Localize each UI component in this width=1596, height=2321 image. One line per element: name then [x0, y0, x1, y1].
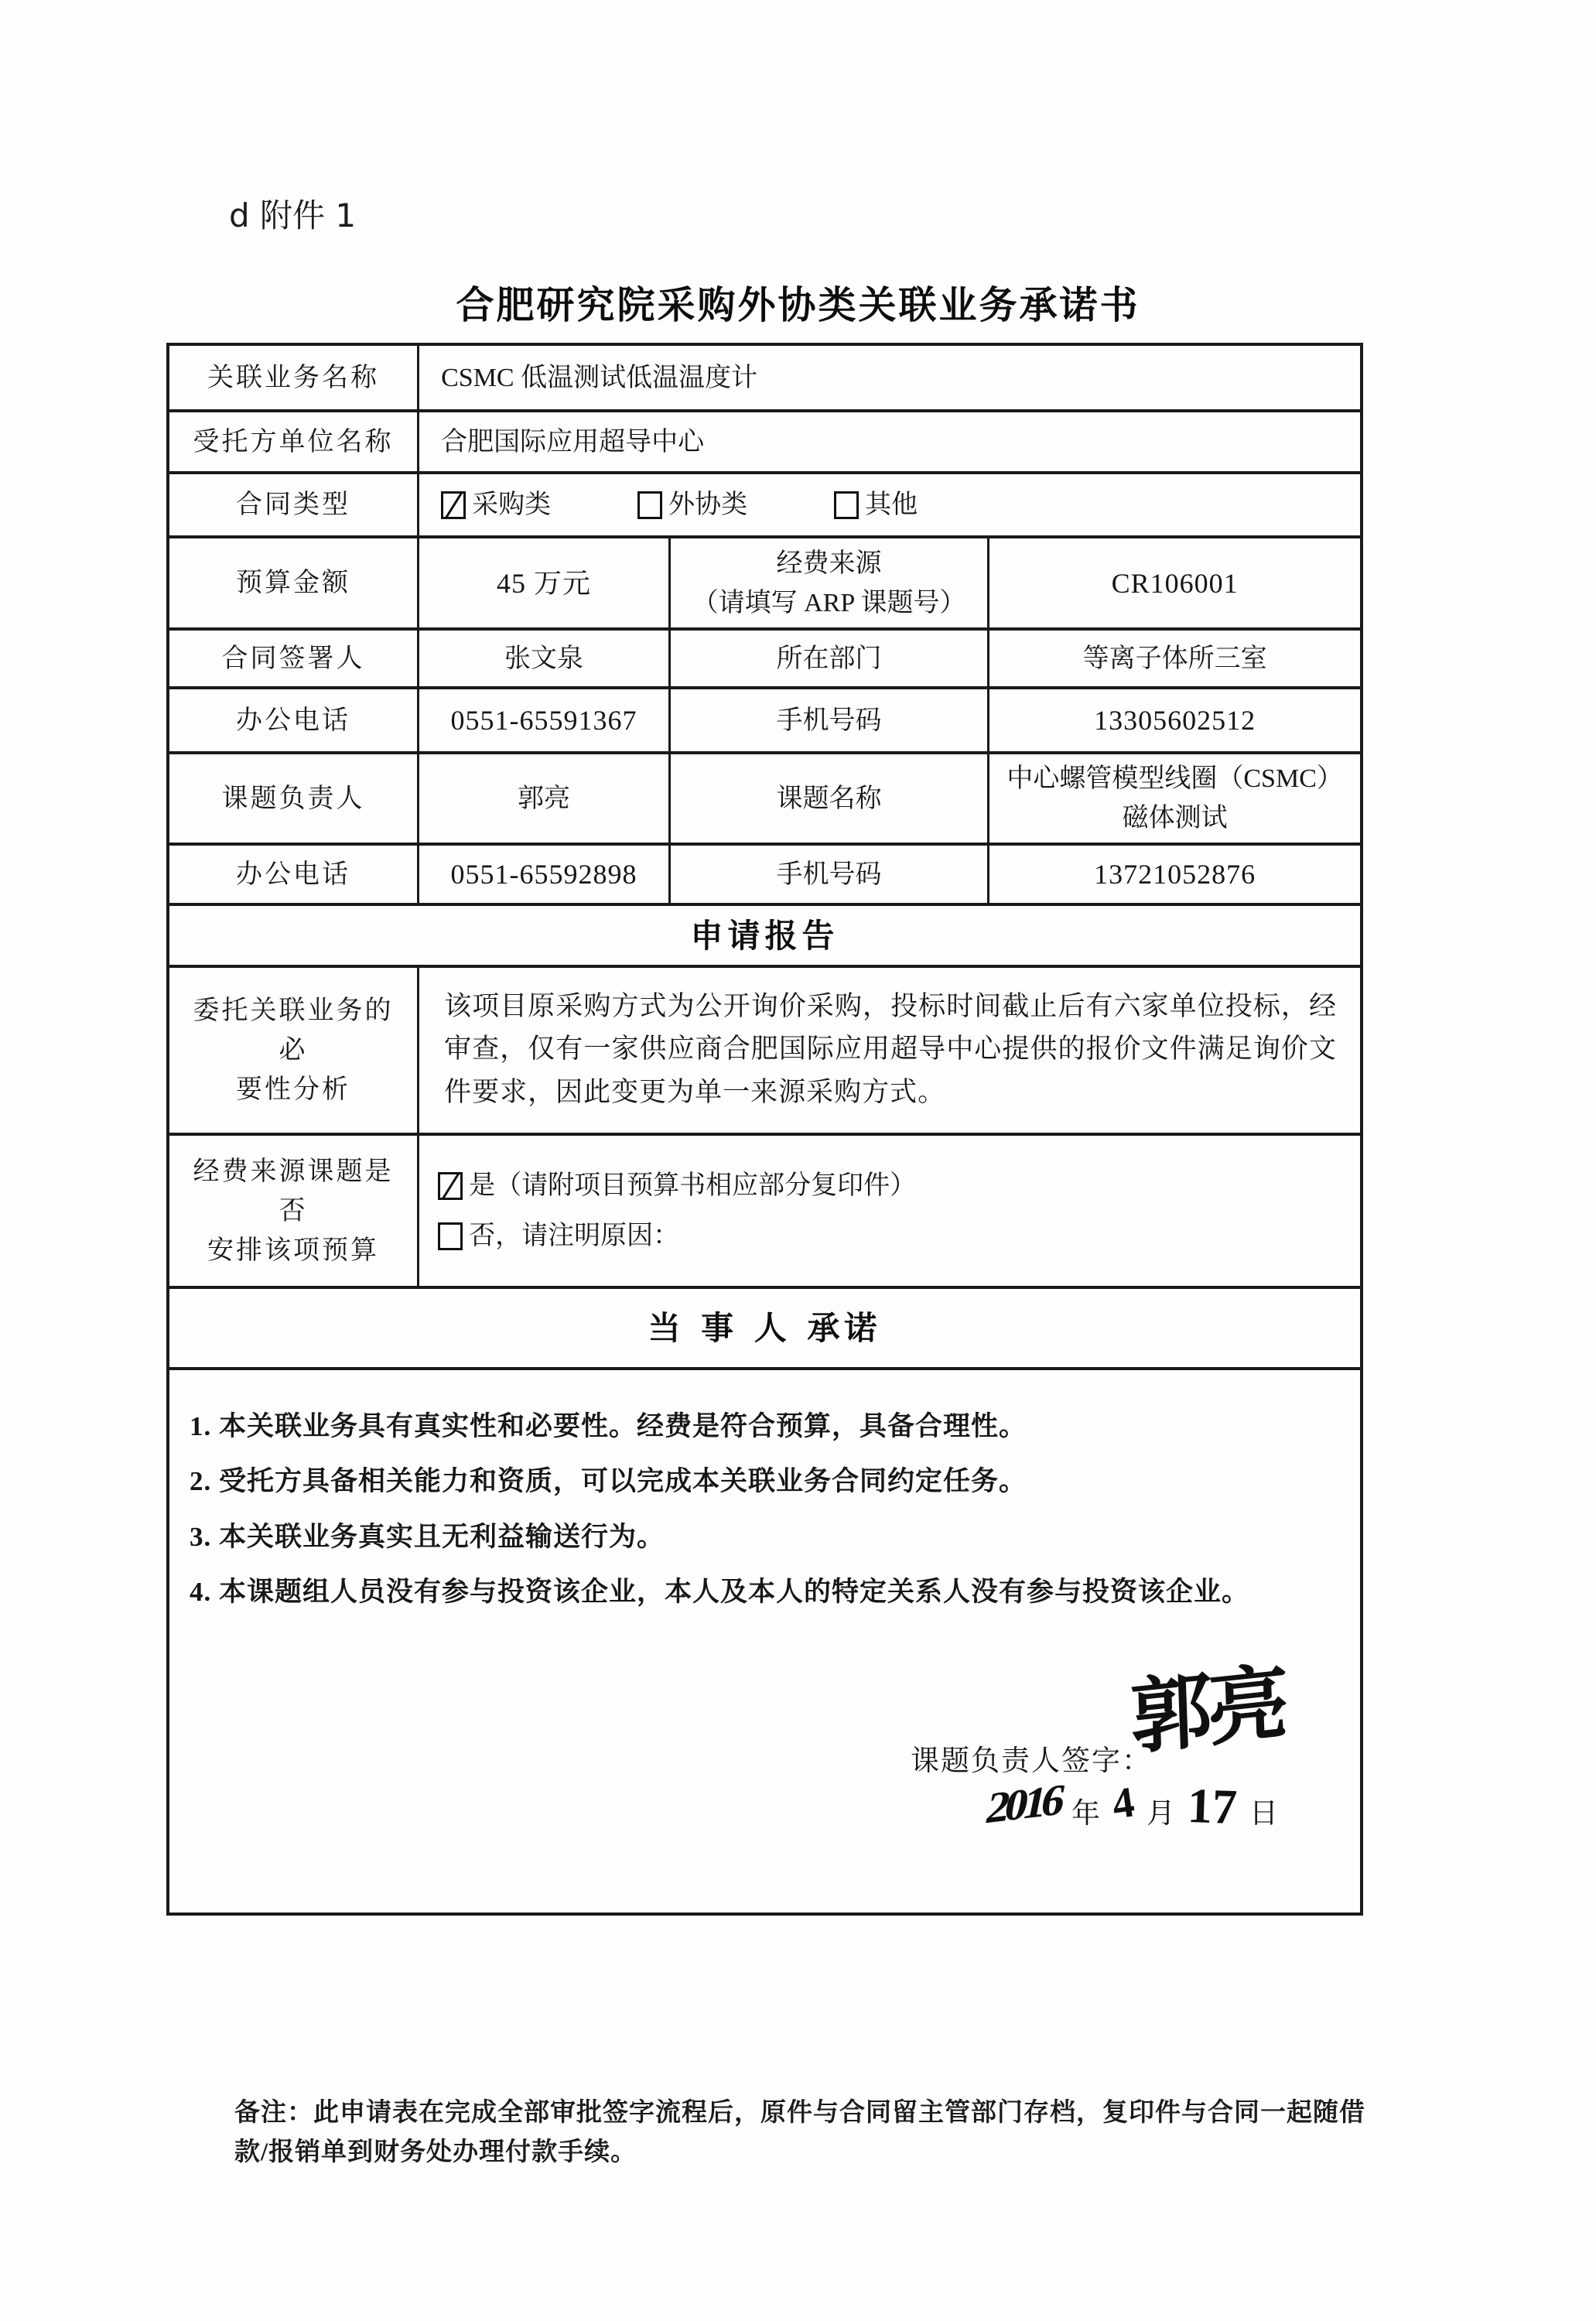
row-necessity-analysis — [169, 965, 1360, 1133]
page-title: 合肥研究院采购外协类关联业务承诺书 — [456, 283, 1140, 327]
date-day-unit: 日 — [1249, 1798, 1278, 1830]
option-other — [834, 485, 918, 525]
promise-content — [169, 1370, 1360, 1913]
project-name-label: 课题名称 — [668, 754, 987, 843]
budget-arranged-options — [417, 1136, 1360, 1286]
row-business-name — [169, 346, 1360, 409]
funding-source-label — [668, 538, 987, 627]
checkbox-checked-icon — [441, 491, 466, 519]
date-day-handwritten: 17 — [1186, 1777, 1239, 1835]
attachment-label: d 附件 1 — [229, 197, 357, 234]
row-budget — [169, 535, 1360, 627]
checkbox-empty-icon — [637, 491, 662, 519]
promise-item-1: 1. 本关联业务具有真实性和必要性。经费是符合预算，具备合理性。 — [190, 1411, 1027, 1441]
entrusted-unit-value: 合肥国际应用超导中心 — [417, 412, 1360, 471]
form-table — [166, 343, 1363, 1916]
row-signer — [169, 627, 1360, 686]
option-outsourcing-label: 外协类 — [668, 491, 748, 519]
option-yes-label: 是（请附项目预算书相应部分复印件） — [469, 1171, 917, 1200]
office-phone-1-value: 0551-65591367 — [417, 689, 668, 751]
checkbox-empty-icon — [438, 1222, 463, 1250]
necessity-text: 该项目原采购方式为公开询价采购，投标时间截止后有六家单位投标，经审查，仅有一家供应商合肥国际应用超导中心提供的报价文件满足询价文件要求，因此变更为单一来源采购方式。 — [417, 968, 1360, 1133]
option-outsourcing — [637, 485, 747, 525]
row-entrusted-unit — [169, 409, 1360, 471]
application-report-header: 申请报告 — [690, 916, 839, 955]
checkbox-empty-icon — [834, 491, 859, 519]
project-leader-label: 课题负责人 — [221, 784, 365, 813]
row-application-report-header — [169, 903, 1360, 965]
promise-list — [190, 1406, 1249, 1626]
budget-arranged-label — [169, 1136, 417, 1286]
budget-value: 45 万元 — [417, 538, 668, 627]
option-yes — [438, 1166, 916, 1205]
business-name-label: 关联业务名称 — [207, 363, 380, 392]
mobile-2-value: 13721052876 — [987, 846, 1360, 903]
budget-label: 预算金额 — [236, 569, 351, 597]
date-month-unit: 月 — [1147, 1798, 1175, 1830]
option-no — [438, 1216, 679, 1256]
row-promise-header — [169, 1286, 1360, 1367]
option-purchase-label: 采购类 — [472, 491, 552, 519]
row-project-leader — [169, 751, 1360, 843]
project-leader-value: 郭亮 — [417, 754, 668, 843]
entrusted-unit-label: 受托方单位名称 — [193, 427, 394, 456]
mobile-1-value: 13305602512 — [987, 689, 1360, 751]
department-label: 所在部门 — [668, 631, 987, 686]
signer-value: 张文泉 — [417, 631, 668, 686]
project-name-value — [987, 754, 1360, 843]
budget-arranged-label-line1: 经费来源课题是否 — [193, 1157, 394, 1225]
row-contract-type — [169, 471, 1360, 535]
necessity-label — [169, 968, 417, 1133]
row-office-phone-1 — [169, 686, 1360, 751]
contract-type-label: 合同类型 — [236, 491, 351, 519]
promise-header: 当 事 人 承诺 — [648, 1309, 882, 1347]
row-budget-arranged — [169, 1133, 1360, 1286]
department-value: 等离子体所三室 — [987, 631, 1360, 686]
option-no-label: 否，请注明原因： — [469, 1222, 680, 1250]
option-purchase — [441, 485, 551, 525]
date-year-handwritten: 2016 — [982, 1774, 1066, 1834]
project-name-line2: 磁体测试 — [1122, 804, 1228, 832]
row-promise-content — [169, 1367, 1360, 1913]
date-year-unit: 年 — [1071, 1798, 1100, 1830]
promise-item-2: 2. 受托方具备相关能力和资质，可以完成本关联业务合同约定任务。 — [190, 1466, 1027, 1497]
mobile-2-label: 手机号码 — [668, 846, 987, 903]
signature-handwritten-name: 郭亮 — [1129, 1657, 1287, 1765]
business-name-value: CSMC 低温测试低温温度计 — [417, 346, 1360, 409]
footer-note: 备注：此申请表在完成全部审批签字流程后，原件与合同留主管部门存档，复印件与合同一起随借款/报销单到财务处办理付款手续。 — [234, 2099, 1365, 2167]
funding-source-label-line1: 经费来源 — [776, 549, 882, 578]
promise-item-3: 3. 本关联业务真实且无利益输送行为。 — [190, 1521, 665, 1552]
contract-type-options — [417, 474, 1360, 535]
checkbox-checked-icon — [438, 1172, 463, 1200]
project-name-line1: 中心螺管模型线圈（CSMC） — [1006, 764, 1343, 793]
signature-label: 课题负责人签字： — [911, 1745, 1152, 1777]
funding-source-value: CR106001 — [987, 538, 1360, 627]
necessity-label-line2: 要性分析 — [236, 1075, 351, 1104]
signer-label: 合同签署人 — [221, 644, 365, 673]
office-phone-1-label: 办公电话 — [236, 706, 351, 735]
promise-item-4: 4. 本课题组人员没有参与投资该企业，本人及本人的特定关系人没有参与投资该企业。 — [190, 1576, 1250, 1607]
row-office-phone-2 — [169, 843, 1360, 903]
necessity-label-line1: 委托关联业务的必 — [193, 996, 394, 1065]
office-phone-2-label: 办公电话 — [236, 860, 351, 889]
signature-date — [982, 1774, 1278, 1836]
office-phone-2-value: 0551-65592898 — [417, 846, 668, 903]
date-month-handwritten: 4 — [1109, 1778, 1138, 1829]
option-other-label: 其他 — [865, 491, 918, 519]
funding-source-label-line2: （请填写 ARP 课题号） — [692, 588, 966, 617]
mobile-1-label: 手机号码 — [668, 689, 987, 751]
budget-arranged-label-line2: 安排该项预算 — [207, 1236, 380, 1265]
